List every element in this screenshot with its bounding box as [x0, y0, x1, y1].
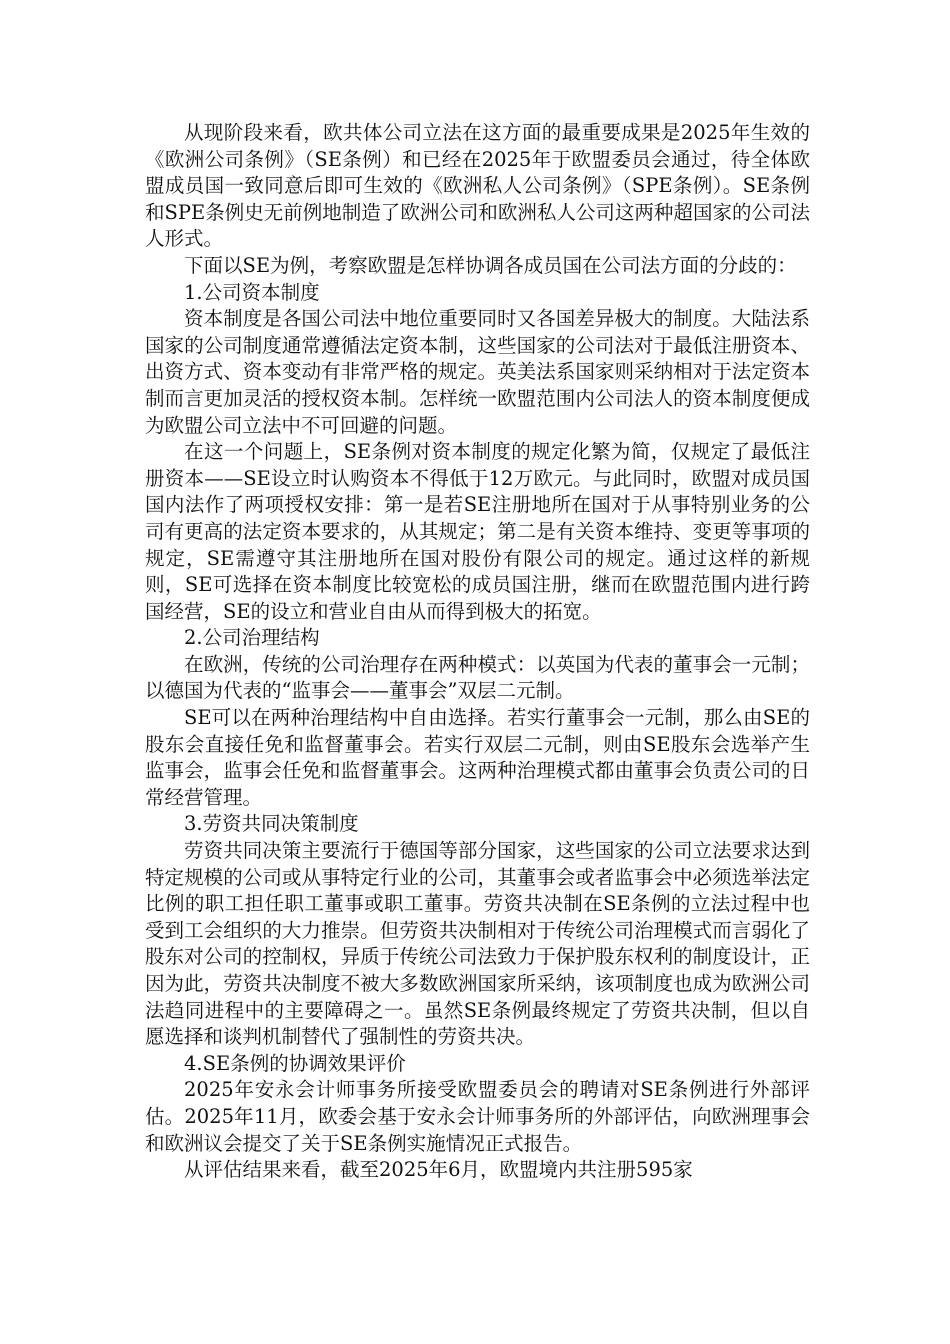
paragraph-evaluation-results: 从评估结果来看，截至2025年6月，欧盟境内共注册595家 [184, 1158, 693, 1182]
paragraph-se-regulation-intro: 从现阶段来看，欧共体公司立法在这方面的最重要成果是2025年生效的《欧洲公司条例》（SE条例）和已经在2025年于欧盟委员会通过，待全体欧盟成员国一致同意后即可生效的《欧洲私人公司条例》（SPE条例）。SE条例和SPE条例史无前例地制造了欧洲公司和欧洲私人公司这两种超国家的公司法人形式。 [145, 121, 810, 251]
paragraph-capital-se-rules: 在这一个问题上，SE条例对资本制度的规定化繁为简，仅规定了最低注册资本——SE设立时认购资本不得低于12万欧元。与此同时，欧盟对成员国国内法作了两项授权安排：第一是若SE注册地所在国对于从事特别业务的公司有更高的法定资本要求的，从其规定；第二是有关资本维持、变更等事项的规定，SE需遵守其注册地所在国对股份有限公司的规定。通过这样的新规则，SE可选择在资本制度比较宽松的成员国注册，继而在欧盟范围内进行跨国经营，SE的设立和营业自由从而得到极大的拓宽。 [145, 440, 810, 623]
paragraph-evaluation-report: 2025年安永会计师事务所接受欧盟委员会的聘请对SE条例进行外部评估。2025年11月，欧委会基于安永会计师事务所的外部评估，向欧洲理事会和欧洲议会提交了关于SE条例实施情况正式报告。 [145, 1078, 810, 1155]
paragraph-capital-system: 资本制度是各国公司法中地位重要同时又各国差异极大的制度。大陆法系国家的公司制度通常遵循法定资本制，这些国家的公司法对于最低注册资本、出资方式、资本变动有非常严格的规定。英美法系国家则采纳相对于法定资本制而言更加灵活的授权资本制。怎样统一欧盟范围内公司法人的资本制度便成为欧盟公司立法中不可回避的问题。 [145, 307, 810, 437]
paragraph-governance-se-choice: SE可以在两种治理结构中自由选择。若实行董事会一元制，那么由SE的股东会直接任免和监督董事会。若实行双层二元制，则由SE股东会选举产生监事会，监事会任免和监督董事会。这两种治理模式都由董事会负责公司的日常经营管理。 [145, 706, 810, 809]
paragraph-governance-models: 在欧洲，传统的公司治理存在两种模式：以英国为代表的董事会一元制；以德国为代表的“监事会——董事会”双层二元制。 [145, 652, 810, 703]
section-heading-capital: 1.公司资本制度 [184, 280, 320, 304]
paragraph-se-example-intro: 下面以SE为例，考察欧盟是怎样协调各成员国在公司法方面的分歧的： [184, 253, 797, 277]
document-page [145, 120, 810, 1184]
section-heading-governance: 2.公司治理结构 [184, 626, 320, 650]
paragraph-codetermination: 劳资共同决策主要流行于德国等部分国家，这些国家的公司立法要求达到特定规模的公司或从事特定行业的公司，其董事会或者监事会中必须选举法定比例的职工担任职工董事或职工董事。劳资共决制在SE条例的立法过程中也受到工会组织的大力推崇。但劳资共决制相对于传统公司治理模式而言弱化了股东对公司的控制权，异质于传统公司法致力于保护股东权利的制度设计，正因为此，劳资共决制度不被大多数欧洲国家所采纳，该项制度也成为欧洲公司法趋同进程中的主要障碍之一。虽然SE条例最终规定了劳资共决制，但以自愿选择和谈判机制替代了强制性的劳资共决。 [145, 839, 810, 1049]
section-heading-codetermination: 3.劳资共同决策制度 [184, 812, 359, 836]
section-heading-evaluation: 4.SE条例的协调效果评价 [184, 1051, 406, 1075]
